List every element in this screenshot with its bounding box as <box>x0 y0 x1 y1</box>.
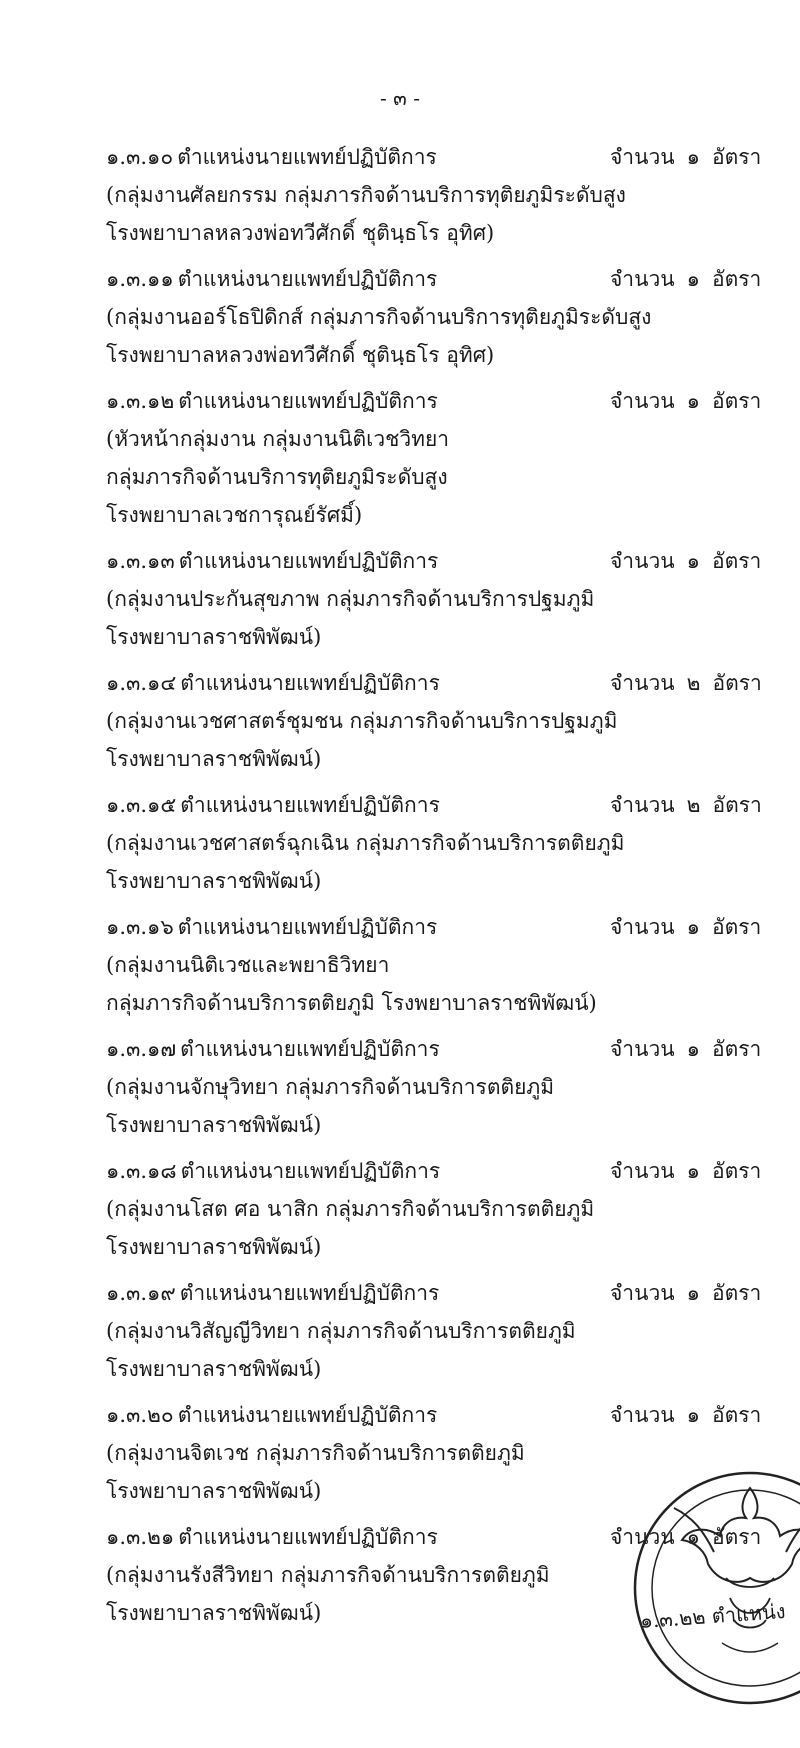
entry-detail-line: (กลุ่มงานนิติเวชและพยาธิวิทยา <box>106 953 390 977</box>
entry-title: ตำแหน่งนายแพทย์ปฏิบัติการ <box>178 389 438 413</box>
entry-code: ๑.๓.๒๑ <box>106 1525 175 1549</box>
entry-detail-line: (กลุ่มงานเวชศาสตร์ชุมชน กลุ่มภารกิจด้านบริการปฐมภูมิ <box>106 709 618 733</box>
entry-detail-line: (กลุ่มงานรังสีวิทยา กลุ่มภารกิจด้านบริการตติยภูมิ <box>106 1563 550 1587</box>
position-entry <box>106 542 766 656</box>
count-label: จำนวน <box>610 1159 675 1183</box>
count-value: ๑ <box>686 267 700 291</box>
entry-count <box>610 1274 773 1312</box>
entry-heading <box>106 1030 766 1068</box>
entry-heading <box>106 1274 766 1312</box>
count-unit: อัตรา <box>711 389 762 413</box>
position-entry <box>106 260 766 374</box>
entry-title: ตำแหน่งนายแพทย์ปฏิบัติการ <box>179 1281 440 1305</box>
entry-code: ๑.๓.๑๙ <box>106 1281 176 1305</box>
entry-count <box>610 1396 773 1434</box>
entry-code: ๑.๓.๑๑ <box>106 267 174 291</box>
position-list <box>106 138 766 1640</box>
entry-title: ตำแหน่งนายแพทย์ปฏิบัติการ <box>180 671 440 695</box>
count-label: จำนวน <box>610 915 675 939</box>
entry-detail-line: (กลุ่มงานเวชศาสตร์ฉุกเฉิน กลุ่มภารกิจด้านบริการตติยภูมิ <box>106 831 625 855</box>
entry-code: ๑.๓.๑๕ <box>106 793 177 817</box>
count-unit: อัตรา <box>711 1159 762 1183</box>
position-entry <box>106 908 766 1022</box>
entry-code: ๑.๓.๑๘ <box>106 1159 177 1183</box>
entry-heading <box>106 908 766 946</box>
count-unit: อัตรา <box>711 1525 762 1549</box>
count-value: ๒ <box>686 793 701 817</box>
count-unit: อัตรา <box>711 915 762 939</box>
entry-detail-line: โรงพยาบาลราชพิพัฒน์) <box>106 1479 322 1503</box>
position-entry <box>106 664 766 778</box>
count-unit: อัตรา <box>711 1037 762 1061</box>
entry-count <box>610 1152 773 1190</box>
count-label: จำนวน <box>610 793 675 817</box>
count-value: ๑ <box>686 1037 700 1061</box>
entry-count <box>610 260 773 298</box>
entry-detail-line: (กลุ่มงานประกันสุขภาพ กลุ่มภารกิจด้านบริการปฐมภูมิ <box>106 587 595 611</box>
entry-title: ตำแหน่งนายแพทย์ปฏิบัติการ <box>177 145 437 169</box>
count-unit: อัตรา <box>711 549 762 573</box>
entry-detail-line: (กลุ่มงานจิตเวช กลุ่มภารกิจด้านบริการตติยภูมิ <box>106 1441 525 1465</box>
position-entry <box>106 1152 766 1266</box>
entry-title: ตำแหน่งนายแพทย์ปฏิบัติการ <box>177 915 438 939</box>
count-unit: อัตรา <box>711 1281 762 1305</box>
entry-detail-line: (กลุ่มงานโสต ศอ นาสิก กลุ่มภารกิจด้านบริการตติยภูมิ <box>106 1197 595 1221</box>
entry-code: ๑.๓.๒๐ <box>106 1403 174 1427</box>
count-label: จำนวน <box>610 1037 675 1061</box>
count-label: จำนวน <box>610 1403 675 1427</box>
entry-detail-line: (หัวหน้ากลุ่มงาน กลุ่มงานนิติเวชวิทยา <box>106 427 450 451</box>
entry-heading <box>106 1152 766 1190</box>
entry-title: ตำแหน่งนายแพทย์ปฏิบัติการ <box>177 267 438 291</box>
entry-detail-line: โรงพยาบาลราชพิพัฒน์) <box>106 1113 322 1137</box>
entry-detail-line: โรงพยาบาลหลวงพ่อทวีศักดิ์ ชุตินฺธโร อุทิศ) <box>106 343 495 367</box>
position-entry <box>106 382 766 534</box>
count-unit: อัตรา <box>712 793 762 817</box>
count-label: จำนวน <box>610 389 675 413</box>
entry-heading <box>106 260 766 298</box>
entry-code: ๑.๓.๑๓ <box>106 549 175 573</box>
entry-title: ตำแหน่งนายแพทย์ปฏิบัติการ <box>178 1525 438 1549</box>
entry-title: ตำแหน่งนายแพทย์ปฏิบัติการ <box>178 549 439 573</box>
count-label: จำนวน <box>610 1281 675 1305</box>
entry-code: ๑.๓.๑๔ <box>106 671 177 695</box>
entry-count <box>610 908 773 946</box>
entry-heading <box>106 382 766 420</box>
entry-heading <box>106 664 766 702</box>
entry-detail-line: (กลุ่มงานศัลยกรรม กลุ่มภารกิจด้านบริการทุติยภูมิระดับสูง <box>106 183 626 207</box>
entry-detail-line: กลุ่มภารกิจด้านบริการตติยภูมิ โรงพยาบาลราชพิพัฒน์) <box>106 991 597 1015</box>
entry-detail-line: โรงพยาบาลราชพิพัฒน์) <box>106 869 322 893</box>
entry-title: ตำแหน่งนายแพทย์ปฏิบัติการ <box>177 1403 438 1427</box>
count-label: จำนวน <box>610 1525 675 1549</box>
entry-detail-line: (กลุ่มงานจักษุวิทยา กลุ่มภารกิจด้านบริการตติยภูมิ <box>106 1075 555 1099</box>
entry-detail-line: (กลุ่มงานออร์โธปิดิกส์ กลุ่มภารกิจด้านบริการทุติยภูมิระดับสูง <box>106 305 652 329</box>
entry-detail-line: กลุ่มภารกิจด้านบริการทุติยภูมิระดับสูง <box>106 465 448 489</box>
count-value: ๑ <box>686 1525 700 1549</box>
count-label: จำนวน <box>610 145 675 169</box>
entry-detail-line: โรงพยาบาลราชพิพัฒน์) <box>106 625 322 649</box>
entry-heading <box>106 786 766 824</box>
count-label: จำนวน <box>610 267 675 291</box>
entry-count <box>610 1030 773 1068</box>
entry-heading <box>106 542 766 580</box>
entry-code: ๑.๓.๑๐ <box>106 145 174 169</box>
count-unit: อัตรา <box>711 1403 762 1427</box>
count-unit: อัตรา <box>712 671 762 695</box>
page-number: - ๓ - <box>380 86 420 110</box>
count-value: ๑ <box>686 915 700 939</box>
entry-detail-line: โรงพยาบาลราชพิพัฒน์) <box>106 1235 322 1259</box>
count-label: จำนวน <box>610 671 675 695</box>
entry-detail-line: โรงพยาบาลเวชการุณย์รัศมิ์) <box>106 503 363 527</box>
entry-detail-line: โรงพยาบาลราชพิพัฒน์) <box>106 1601 322 1625</box>
entry-count <box>610 138 773 176</box>
entry-title: ตำแหน่งนายแพทย์ปฏิบัติการ <box>180 1037 440 1061</box>
entry-heading <box>106 1396 766 1434</box>
count-unit: อัตรา <box>711 267 762 291</box>
count-label: จำนวน <box>610 549 675 573</box>
position-entry <box>106 786 766 900</box>
entry-title: ตำแหน่งนายแพทย์ปฏิบัติการ <box>180 1159 441 1183</box>
count-value: ๒ <box>686 671 701 695</box>
entry-detail-line: โรงพยาบาลราชพิพัฒน์) <box>106 747 322 771</box>
entry-heading <box>106 138 766 176</box>
entry-count <box>610 664 774 702</box>
stamp-overlap-text: ๑.๓.๒๒ ตำแหน่ง <box>639 1598 787 1634</box>
position-entry <box>106 138 766 252</box>
entry-count <box>610 542 773 580</box>
entry-count <box>610 382 773 420</box>
count-value: ๑ <box>686 1159 700 1183</box>
entry-detail-line: โรงพยาบาลหลวงพ่อทวีศักดิ์ ชุตินฺธโร อุทิศ) <box>106 221 495 245</box>
entry-detail-line: (กลุ่มงานวิสัญญีวิทยา กลุ่มภารกิจด้านบริการตติยภูมิ <box>106 1319 576 1343</box>
entry-code: ๑.๓.๑๒ <box>106 389 175 413</box>
position-entry <box>106 1274 766 1388</box>
count-value: ๑ <box>686 1281 700 1305</box>
count-value: ๑ <box>686 389 700 413</box>
entry-code: ๑.๓.๑๖ <box>106 915 174 939</box>
entry-title: ตำแหน่งนายแพทย์ปฏิบัติการ <box>180 793 440 817</box>
count-value: ๑ <box>686 549 700 573</box>
count-value: ๑ <box>686 145 700 169</box>
entry-code: ๑.๓.๑๗ <box>106 1037 177 1061</box>
position-entry <box>106 1030 766 1144</box>
entry-count <box>610 786 774 824</box>
count-value: ๑ <box>686 1403 700 1427</box>
count-unit: อัตรา <box>711 145 762 169</box>
entry-detail-line: โรงพยาบาลราชพิพัฒน์) <box>106 1357 322 1381</box>
